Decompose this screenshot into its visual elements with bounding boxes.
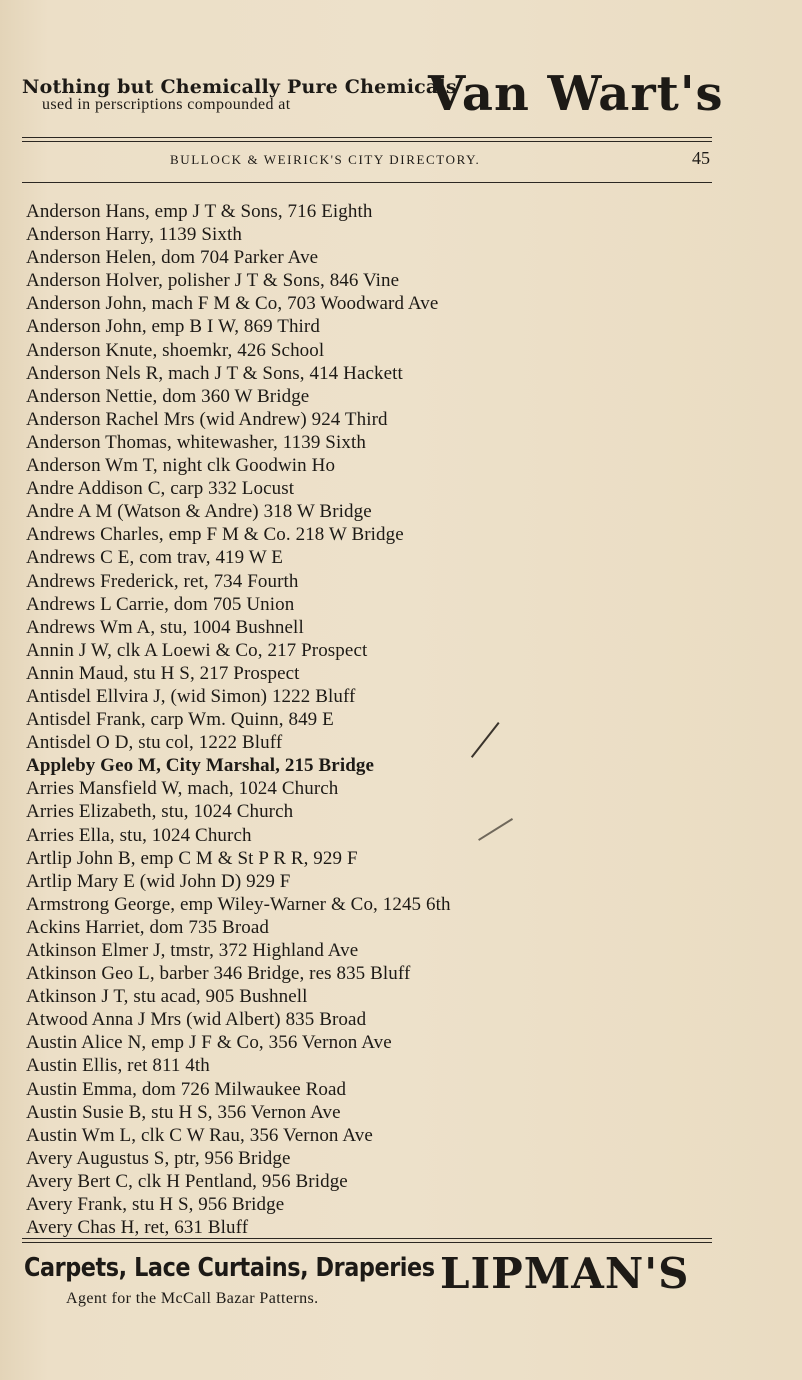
entry: Armstrong George, emp Wiley-Warner & Co, 1245 6th: [26, 893, 451, 915]
entry: Ackins Harriet, dom 735 Broad: [26, 916, 269, 938]
entry: Andrews L Carrie, dom 705 Union: [26, 593, 295, 615]
entry: Arries Ella, stu, 1024 Church: [26, 824, 252, 846]
directory-title: BULLOCK & WEIRICK'S CITY DIRECTORY.: [170, 152, 481, 167]
entry: Andrews Frederick, ret, 734 Fourth: [26, 570, 299, 592]
entry: Austin Susie B, stu H S, 356 Vernon Ave: [26, 1101, 341, 1123]
entry: Anderson Harry, 1139 Sixth: [26, 224, 242, 246]
top-ad-line2: used in perscriptions compounded at: [42, 96, 291, 113]
bottom-advertisement: [24, 1245, 714, 1315]
entry: Anderson John, mach F M & Co, 703 Woodward Ave: [26, 293, 439, 315]
top-ad-brand: Van Wart's: [428, 66, 724, 122]
bottom-rule-upper: [22, 1238, 712, 1239]
entry: Anderson Nettie, dom 360 W Bridge: [26, 385, 310, 407]
entry: Anderson Knute, shoemkr, 426 School: [26, 339, 325, 361]
entry: Annin Maud, stu H S, 217 Prospect: [26, 662, 300, 684]
entry: Andre Addison C, carp 332 Locust: [26, 478, 295, 500]
entry: Anderson Helen, dom 704 Parker Ave: [26, 247, 319, 269]
entry: Atkinson J T, stu acad, 905 Bushnell: [26, 986, 308, 1008]
entry: Anderson Rachel Mrs (wid Andrew) 924 Third: [26, 408, 388, 430]
directory-entries: [26, 200, 756, 1239]
entry: Artlip Mary E (wid John D) 929 F: [26, 870, 291, 892]
entry: Austin Wm L, clk C W Rau, 356 Vernon Ave: [26, 1124, 373, 1146]
entry: Antisdel Ellvira J, (wid Simon) 1222 Bluff: [26, 685, 356, 707]
top-advertisement: [22, 66, 724, 132]
entry: Atwood Anna J Mrs (wid Albert) 835 Broad: [26, 1009, 367, 1031]
entry: Anderson Nels R, mach J T & Sons, 414 Hackett: [26, 362, 403, 384]
top-ad-line1: Nothing but Chemically Pure Chemicals: [22, 76, 457, 98]
entry: Andrews C E, com trav, 419 W E: [26, 547, 283, 569]
entry: Austin Alice N, emp J F & Co, 356 Vernon Ave: [26, 1032, 392, 1054]
entry: Avery Frank, stu H S, 956 Bridge: [26, 1194, 285, 1216]
entry: Austin Emma, dom 726 Milwaukee Road: [26, 1078, 347, 1100]
entry: Anderson Holver, polisher J T & Sons, 846 Vine: [26, 270, 400, 292]
entry: Andrews Wm A, stu, 1004 Bushnell: [26, 616, 304, 638]
entry: Arries Elizabeth, stu, 1024 Church: [26, 801, 294, 823]
entry: Artlip John B, emp C M & St P R R, 929 F: [26, 847, 358, 869]
top-rule-lower: [22, 141, 712, 142]
entry: Andrews Charles, emp F M & Co. 218 W Bridge: [26, 524, 404, 546]
entry: Avery Chas H, ret, 631 Bluff: [26, 1217, 249, 1239]
top-ad-text: [22, 76, 457, 114]
entry: Antisdel O D, stu col, 1222 Bluff: [26, 732, 283, 754]
entry: Avery Bert C, clk H Pentland, 956 Bridge: [26, 1170, 348, 1192]
entry: Anderson Wm T, night clk Goodwin Ho: [26, 455, 336, 477]
bottom-ad-line2: Agent for the McCall Bazar Patterns.: [66, 1290, 319, 1307]
running-header: [170, 148, 710, 172]
entry: Atkinson Elmer J, tmstr, 372 Highland Ave: [26, 940, 359, 961]
page-number: 45: [692, 148, 710, 168]
entry: Antisdel Frank, carp Wm. Quinn, 849 E: [26, 709, 334, 731]
bottom-rule-lower: [22, 1242, 712, 1243]
entry: Atkinson Geo L, barber 346 Bridge, res 835 Bluff: [26, 963, 411, 985]
entry: Arries Mansfield W, mach, 1024 Church: [26, 778, 339, 800]
header-rule: [22, 182, 712, 183]
entry: Anderson Thomas, whitewasher, 1139 Sixth: [26, 431, 366, 453]
entry: Anderson John, emp B I W, 869 Third: [26, 316, 320, 338]
entry: Appleby Geo M, City Marshal, 215 Bridge: [26, 755, 374, 777]
top-rule-upper: [22, 137, 712, 138]
bottom-ad-brand: LIPMAN'S: [440, 1249, 690, 1298]
entry: Avery Augustus S, ptr, 956 Bridge: [26, 1147, 291, 1169]
entry: Anderson Hans, emp J T & Sons, 716 Eighth: [26, 201, 373, 222]
entry: Andre A M (Watson & Andre) 318 W Bridge: [26, 501, 372, 523]
bottom-ad-line1: Carpets, Lace Curtains, Draperies: [24, 1253, 435, 1283]
entry: Annin J W, clk A Loewi & Co, 217 Prospect: [26, 639, 368, 661]
entry: Austin Ellis, ret 811 4th: [26, 1055, 210, 1077]
